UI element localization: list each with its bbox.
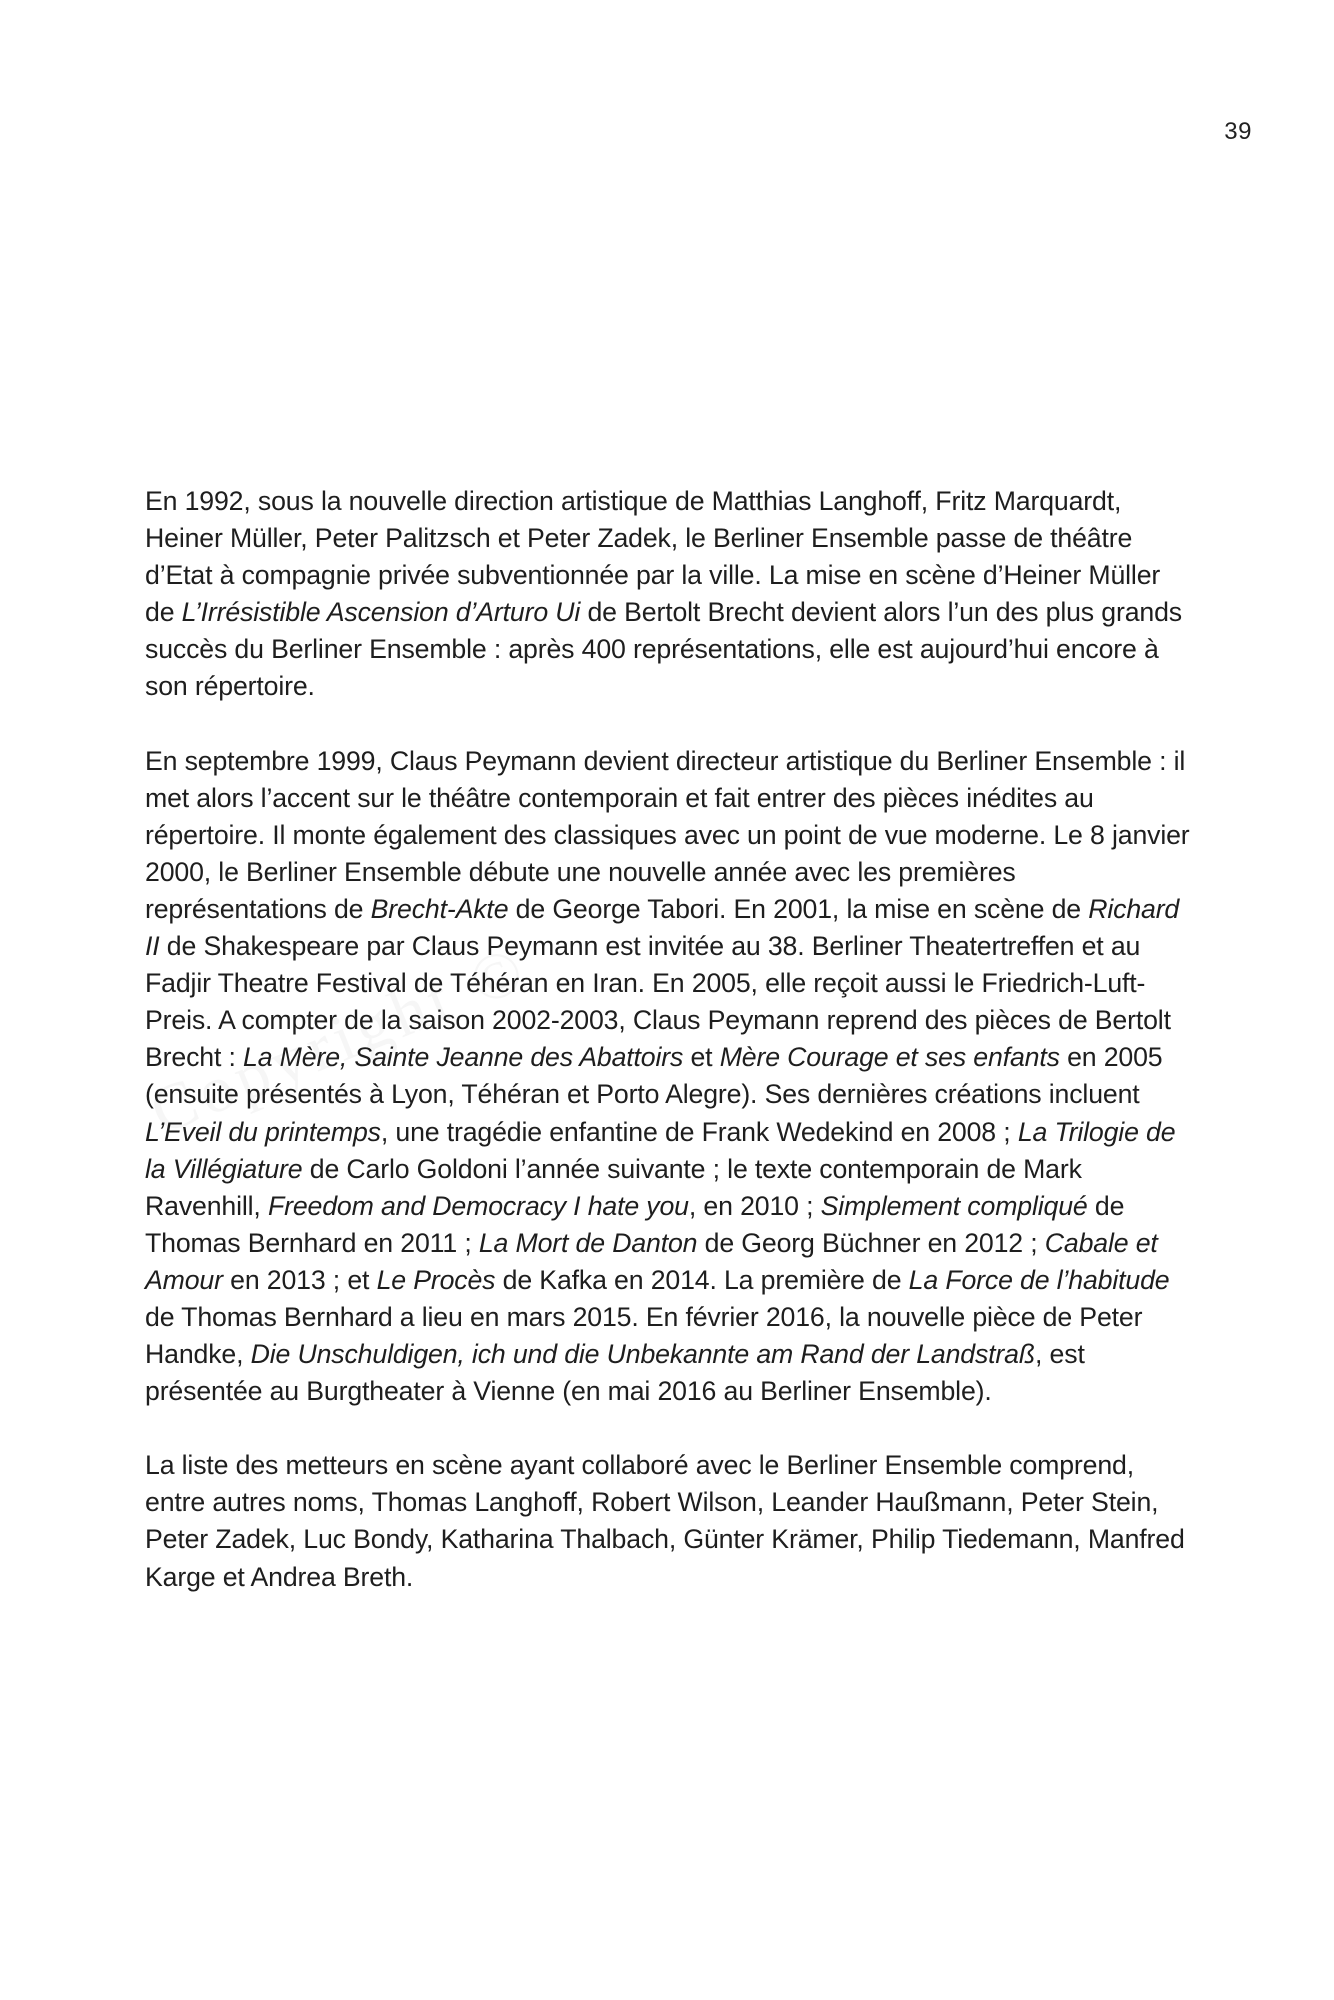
- work-title-italic: Die Unschuldigen, ich und die Unbekannte am Rand der Landstraß: [250, 1339, 1036, 1370]
- work-title-italic: Mère Courage et ses enfants: [719, 1042, 1060, 1073]
- work-title-italic: Simplement compliqué: [820, 1190, 1088, 1221]
- work-title-italic: La Mère, Sainte Jeanne des Abattoirs: [243, 1042, 684, 1073]
- text-run: de Bertolt Brecht devient alors l’un des plus grands succès du Berliner Ensemble : après 400 représentations, elle est aujourd’hui encore à son répertoire.: [145, 597, 1182, 702]
- text-run: de George Tabori. En 2001, la mise en scène de: [508, 893, 1089, 924]
- text-run: de Thomas Bernhard en 2011 ;: [145, 1190, 1125, 1258]
- text-run: , une tragédie enfantine de Frank Wedekind en 2008 ;: [380, 1116, 1018, 1147]
- text-run: , est présentée au Burgtheater à Vienne (en mai 2016 au Berliner Ensemble).: [145, 1339, 1085, 1407]
- work-title-italic: La Force de l’habitude: [908, 1264, 1170, 1295]
- work-title-italic: L’Eveil du printemps: [145, 1116, 381, 1147]
- text-run: de Thomas Bernhard a lieu en mars 2015. En février 2016, la nouvelle pièce de Peter Handke,: [145, 1301, 1143, 1370]
- text-run: en 2013 ; et: [222, 1264, 377, 1295]
- body-text: [145, 483, 1190, 1633]
- work-title-italic: Brecht-Akte: [370, 893, 509, 924]
- work-title-italic: Cabale et Amour: [145, 1227, 1158, 1295]
- work-title-italic: La Mort de Danton: [478, 1227, 698, 1258]
- text-run: et: [683, 1042, 720, 1073]
- work-title-italic: L’Irrésistible Ascension d’Arturo Ui: [181, 597, 581, 628]
- work-title-italic: Richard II: [145, 893, 1180, 962]
- text-run: de Georg Büchner en 2012 ;: [697, 1227, 1045, 1258]
- text-run: En septembre 1999, Claus Peymann devient directeur artistique du Berliner Ensemble : il met alors l’accent sur le théâtre contemporain et fait entrer des pièces inédites au répertoire. Il monte également des classiques avec un point de vue moderne. Le 8 janvier 2000, le Berliner Ensemble débute une nouvelle année avec les premières représentations de: [145, 745, 1190, 924]
- text-run: La liste des metteurs en scène ayant collaboré avec le Berliner Ensemble comprend, entre autres noms, Thomas Langhoff, Robert Wilson, Leander Haußmann, Peter Stein, Peter Zadek, Luc Bondy, Katharina Thalbach, Günter Krämer, Philip Tiedemann, Manfred Karge et Andrea Breth.: [145, 1450, 1185, 1592]
- page-number: 39: [1224, 118, 1252, 145]
- text-run: En 1992, sous la nouvelle direction artistique de Matthias Langhoff, Fritz Marquardt, Heiner Müller, Peter Palitzsch et Peter Zadek, le Berliner Ensemble passe de théâtre d’Etat à compagnie privée subventionnée par la ville. La mise en scène d’Heiner Müller de: [145, 486, 1161, 628]
- paragraph-directors-list: [145, 1447, 1190, 1595]
- paragraph-peymann-era: [145, 743, 1190, 1411]
- paragraph-1992-direction: [145, 483, 1190, 706]
- work-title-italic: Le Procès: [376, 1264, 496, 1295]
- work-title-italic: La Trilogie de la Villégiature: [145, 1116, 1176, 1184]
- text-run: en 2005 (ensuite présentés à Lyon, Téhéran et Porto Alegre). Ses dernières créations incluent: [145, 1042, 1163, 1110]
- text-run: de Shakespeare par Claus Peymann est invitée au 38. Berliner Theatertreffen et au Fadjir Theatre Festival de Téhéran en Iran. En 2005, elle reçoit aussi le Friedrich-Luft-Preis. A compter de la saison 2002-2003, Claus Peymann reprend des pièces de Bertolt Brecht :: [145, 931, 1171, 1073]
- text-run: de Kafka en 2014. La première de: [495, 1264, 909, 1295]
- text-run: , en 2010 ;: [688, 1190, 821, 1221]
- work-title-italic: Freedom and Democracy I hate you: [267, 1190, 689, 1221]
- text-run: de Carlo Goldoni l’année suivante ; le texte contemporain de Mark Ravenhill,: [145, 1153, 1082, 1221]
